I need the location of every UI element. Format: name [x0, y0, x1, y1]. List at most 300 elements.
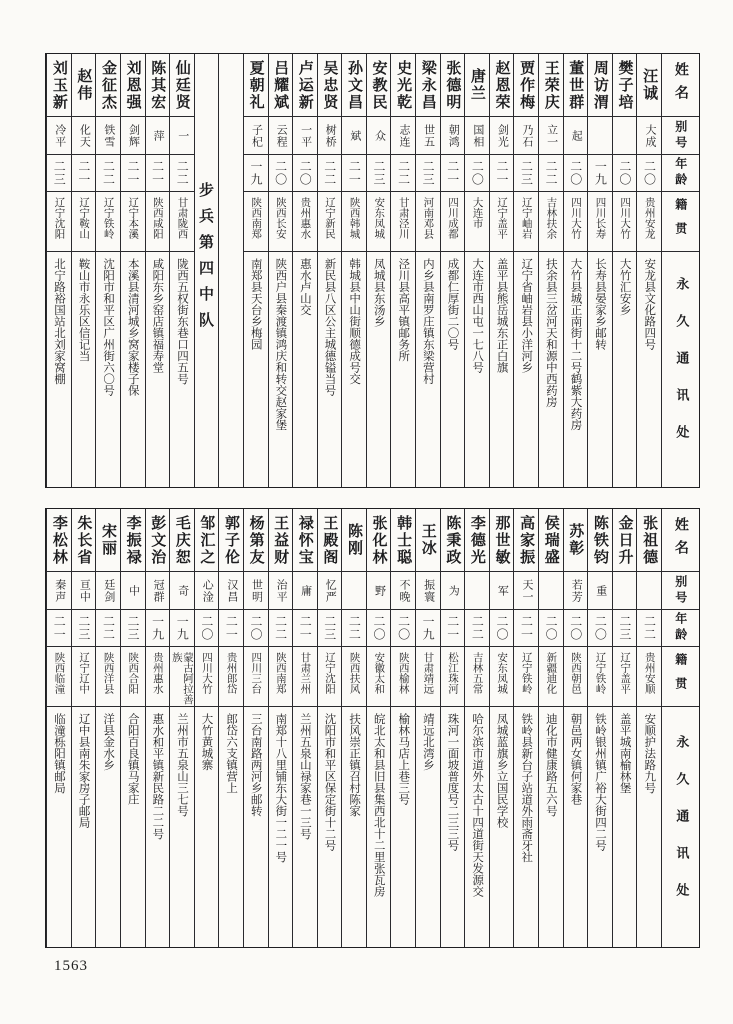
person-name: 夏朝礼	[247, 59, 266, 111]
person-alias: 秦声	[47, 571, 71, 609]
person-address: 靖远北湾乡	[416, 706, 440, 947]
person-name: 赵伟	[75, 68, 94, 102]
person-alias: 重	[588, 571, 612, 609]
person-origin: 蒙古阿拉善族	[170, 646, 194, 706]
person-column	[292, 509, 317, 947]
person-alias: 冠群	[146, 571, 170, 609]
person-origin: 陕西南郑	[269, 646, 293, 706]
person-age: 二〇	[465, 154, 489, 191]
person-name: 宋丽	[100, 523, 119, 557]
person-column	[46, 54, 71, 487]
person-name: 周访渭	[591, 59, 610, 111]
page-number: 1563	[54, 958, 88, 974]
person-alias: 志连	[391, 116, 415, 154]
person-age: 一九	[244, 154, 268, 191]
person-alias: 朝鸿	[441, 116, 465, 154]
person-alias: 剑辉	[121, 116, 145, 154]
person-alias: 大成	[637, 116, 661, 154]
person-age: 二〇	[244, 609, 268, 646]
person-column	[145, 509, 170, 947]
person-age: 二三	[318, 609, 342, 646]
person-origin: 甘肃陇西	[170, 191, 194, 251]
person-age: 一九	[588, 154, 612, 191]
person-origin: 辽宁岫岩	[514, 191, 538, 251]
person-name: 郭子伦	[222, 514, 241, 566]
person-column	[636, 54, 661, 487]
person-origin: 四川大竹	[613, 191, 637, 251]
person-alias: 铁雪	[96, 116, 120, 154]
person-name: 王冰	[419, 523, 438, 557]
person-address: 朝邑两女镇何家巷	[564, 706, 588, 947]
person-age: 二三	[416, 154, 440, 191]
person-address: 铁岭县新台子站道外雨斋牙社	[514, 706, 538, 947]
person-address: 皖北太和县旧县集西北十二里张瓦房	[367, 706, 391, 947]
person-age: 二〇	[564, 609, 588, 646]
person-name: 吴忠贤	[321, 59, 340, 111]
person-alias: 治平	[269, 571, 293, 609]
person-address: 安龙县文化路四号	[637, 251, 661, 487]
person-age: 二二	[342, 609, 366, 646]
person-alias: 冷平	[47, 116, 71, 154]
person-column	[563, 54, 588, 487]
person-age: 二三	[121, 609, 145, 646]
person-address: 南郑县天台乡梅园	[244, 251, 268, 487]
person-alias	[637, 571, 661, 609]
person-origin: 陕西南郑	[244, 191, 268, 251]
person-name: 毛庆恕	[173, 514, 192, 566]
person-address: 辽中县南朱家房子邮局	[72, 706, 96, 947]
person-name: 李松林	[50, 514, 69, 566]
person-age: 二一	[47, 609, 71, 646]
person-address: 内乡县南罗庄镇东梁营村	[416, 251, 440, 487]
person-age: 二〇	[564, 154, 588, 191]
person-address: 北宁路裕国站北刘家窝棚	[47, 251, 71, 487]
person-column	[513, 54, 538, 487]
person-name: 史光乾	[395, 59, 414, 111]
person-column	[415, 509, 440, 947]
person-alias: 斌	[342, 116, 366, 154]
roster-table-top	[45, 53, 700, 488]
section-divider-spacer	[218, 54, 243, 487]
person-age: 二〇	[637, 154, 661, 191]
person-address: 兰州市五泉山三七号	[170, 706, 194, 947]
person-column	[464, 54, 489, 487]
person-age: 二〇	[269, 154, 293, 191]
person-age: 二一	[441, 609, 465, 646]
person-age: 二二	[269, 609, 293, 646]
person-origin: 陕西长安	[269, 191, 293, 251]
person-age: 二三	[47, 154, 71, 191]
person-address: 惠水和平镇新民路二二号	[146, 706, 170, 947]
person-age: 二二	[637, 609, 661, 646]
person-origin: 四川大竹	[195, 646, 219, 706]
person-name: 王荣庆	[542, 59, 561, 111]
header-origin: 籍贯	[662, 191, 699, 251]
person-column	[366, 509, 391, 947]
person-alias: 世五	[416, 116, 440, 154]
person-address: 盖平城南榆林堡	[613, 706, 637, 947]
person-column	[71, 54, 96, 487]
person-origin: 安徽太和	[367, 646, 391, 706]
person-name: 彭文治	[149, 514, 168, 566]
person-alias: 云程	[269, 116, 293, 154]
person-column	[46, 509, 71, 947]
person-age: 二二	[391, 154, 415, 191]
person-name: 陈铁钧	[591, 514, 610, 566]
person-origin: 辽宁新民	[318, 191, 342, 251]
person-column	[341, 54, 366, 487]
person-column	[120, 509, 145, 947]
person-origin: 四川长寿	[588, 191, 612, 251]
person-origin: 辽宁沈阳	[47, 191, 71, 251]
person-age: 二三	[514, 154, 538, 191]
header-column	[661, 54, 699, 487]
person-alias: 世明	[244, 571, 268, 609]
section-unit-label: 步兵第四中队	[197, 182, 216, 338]
person-age: 二二	[170, 154, 194, 191]
person-origin: 安东凤城	[367, 191, 391, 251]
person-age: 二〇	[613, 154, 637, 191]
person-column	[95, 509, 120, 947]
person-address: 本溪县清河城乡窝家楼子保	[121, 251, 145, 487]
person-alias: 中	[121, 571, 145, 609]
person-column	[169, 54, 194, 487]
header-address: 永久通讯处	[662, 251, 699, 487]
person-alias: 一平	[293, 116, 317, 154]
person-column	[366, 54, 391, 487]
person-alias: 若芳	[564, 571, 588, 609]
person-origin: 贵州惠水	[146, 646, 170, 706]
header-alias: 别号	[662, 571, 699, 609]
person-origin: 陕西咸阳	[146, 191, 170, 251]
person-age: 二一	[121, 154, 145, 191]
person-name: 张德明	[444, 59, 463, 111]
person-age: 二二	[96, 609, 120, 646]
person-name: 仙廷贤	[173, 59, 192, 111]
person-column	[120, 54, 145, 487]
person-column	[538, 54, 563, 487]
person-alias: 一	[170, 116, 194, 154]
person-column	[563, 509, 588, 947]
person-name: 吕耀斌	[272, 59, 291, 111]
person-name: 苏彰	[567, 523, 586, 557]
person-origin: 贵州惠水	[293, 191, 317, 251]
person-column	[317, 54, 342, 487]
person-age: 二〇	[391, 609, 415, 646]
person-name: 王殿阁	[321, 514, 340, 566]
person-column	[587, 509, 612, 947]
person-alias: 天一	[514, 571, 538, 609]
person-alias: 树桥	[318, 116, 342, 154]
person-column	[268, 54, 293, 487]
person-name: 那世敏	[493, 514, 512, 566]
person-age: 二〇	[588, 609, 612, 646]
header-age: 年龄	[662, 609, 699, 646]
person-column	[538, 509, 563, 947]
person-name: 贾作梅	[518, 59, 537, 111]
person-age: 二三	[367, 154, 391, 191]
person-alias	[465, 571, 489, 609]
person-age: 二〇	[490, 609, 514, 646]
person-origin: 松江珠河	[441, 646, 465, 706]
person-name: 樊子培	[616, 59, 635, 111]
person-alias: 军	[490, 571, 514, 609]
person-address: 铁岭银州镇广裕大街四二号	[588, 706, 612, 947]
person-address: 陇西五权街东巷口四五号	[170, 251, 194, 487]
person-address: 长寿县晏家乡邮转	[588, 251, 612, 487]
person-column	[390, 509, 415, 947]
person-age: 二二	[96, 154, 120, 191]
person-column	[71, 509, 96, 947]
person-origin: 陕西临潼	[47, 646, 71, 706]
person-address: 迪化市健康路五六号	[539, 706, 563, 947]
person-alias	[539, 571, 563, 609]
person-age: 二〇	[367, 609, 391, 646]
person-name: 邹汇之	[198, 514, 217, 566]
person-age: 二二	[318, 154, 342, 191]
person-name: 张祖德	[641, 514, 660, 566]
person-origin: 辽宁盖平	[613, 646, 637, 706]
person-origin: 四川三台	[244, 646, 268, 706]
person-origin: 四川成都	[441, 191, 465, 251]
person-column	[218, 509, 243, 947]
person-name: 孙文昌	[345, 59, 364, 111]
person-address: 兰州五泉山禄家巷一三号	[293, 706, 317, 947]
person-address: 鞍山市永乐区信记当	[72, 251, 96, 487]
person-origin: 辽宁辽中	[72, 646, 96, 706]
person-column	[194, 509, 219, 947]
person-age: 二〇	[539, 609, 563, 646]
person-address: 榆林马店上巷三号	[391, 706, 415, 947]
person-address: 哈尔滨市道外太古十四道街天发源交	[465, 706, 489, 947]
person-origin: 贵州郎岱	[219, 646, 243, 706]
person-alias: 庸	[293, 571, 317, 609]
person-column	[612, 509, 637, 947]
person-address: 辽宁省岫岩县小洋河乡	[514, 251, 538, 487]
person-address: 沈阳市和平区广州街六〇号	[96, 251, 120, 487]
person-name: 王益财	[272, 514, 291, 566]
person-alias: 乃石	[514, 116, 538, 154]
person-address: 成都仁厚街二〇号	[441, 251, 465, 487]
header-name: 姓名	[672, 62, 689, 108]
person-alias: 国相	[465, 116, 489, 154]
person-origin: 新疆迪化	[539, 646, 563, 706]
header-alias: 别号	[662, 116, 699, 154]
person-address: 临潼栎阳镇邮局	[47, 706, 71, 947]
person-name: 朱长省	[75, 514, 94, 566]
person-alias: 心淦	[195, 571, 219, 609]
person-column	[489, 54, 514, 487]
person-origin: 辽宁盖平	[490, 191, 514, 251]
person-address: 大竹黄城寨	[195, 706, 219, 947]
person-age: 二〇	[293, 154, 317, 191]
person-address: 盖平县熊岳城东正白旗	[490, 251, 514, 487]
person-origin: 河南邓县	[416, 191, 440, 251]
person-column	[440, 54, 465, 487]
person-age: 二三	[613, 609, 637, 646]
person-address: 大竹汇安乡	[613, 251, 637, 487]
person-address: 沈阳市和平区保定街十二号	[318, 706, 342, 947]
person-column	[513, 509, 538, 947]
person-column	[169, 509, 194, 947]
person-alias: 剑光	[490, 116, 514, 154]
person-origin: 陕西朝邑	[564, 646, 588, 706]
person-address: 陕西户县秦渡镇鸿庆和转交赵家堡	[269, 251, 293, 487]
person-name: 赵恩荣	[493, 59, 512, 111]
person-address: 洋县金水乡	[96, 706, 120, 947]
person-origin: 安东凤城	[490, 646, 514, 706]
person-alias: 立一	[539, 116, 563, 154]
person-name: 禄怀宝	[296, 514, 315, 566]
person-address: 泾川县高平镇邮务所	[391, 251, 415, 487]
person-address: 大连市西山屯一七八号	[465, 251, 489, 487]
person-column	[243, 509, 268, 947]
person-origin: 吉林五常	[465, 646, 489, 706]
person-name: 金日升	[616, 514, 635, 566]
person-origin: 陕西洋县	[96, 646, 120, 706]
person-name: 高家振	[518, 514, 537, 566]
person-age: 二一	[146, 154, 170, 191]
person-alias: 廷剑	[96, 571, 120, 609]
person-origin: 甘肃靖远	[416, 646, 440, 706]
person-age: 二一	[514, 609, 538, 646]
person-origin: 四川大竹	[564, 191, 588, 251]
person-alias	[613, 116, 637, 154]
person-column	[440, 509, 465, 947]
person-origin: 陕西韩城	[342, 191, 366, 251]
person-name: 安教民	[370, 59, 389, 111]
person-address: 大竹县城正南街十二号鹤紫大药房	[564, 251, 588, 487]
person-column	[292, 54, 317, 487]
person-name: 陈其宏	[149, 59, 168, 111]
person-address: 扶风崇正镇召村陈家	[342, 706, 366, 947]
person-origin: 贵州安龙	[637, 191, 661, 251]
person-origin: 大连市	[465, 191, 489, 251]
person-column	[243, 54, 268, 487]
person-age: 一九	[146, 609, 170, 646]
person-age: 二一	[441, 154, 465, 191]
person-column	[95, 54, 120, 487]
person-origin: 辽宁铁岭	[96, 191, 120, 251]
person-name: 韩士聪	[395, 514, 414, 566]
person-age: 二二	[539, 154, 563, 191]
person-name: 金征杰	[100, 59, 119, 111]
header-origin: 籍贯	[662, 646, 699, 706]
roster-table-bottom	[45, 508, 700, 948]
person-alias: 为	[441, 571, 465, 609]
person-name: 杨第友	[247, 514, 266, 566]
person-name: 陈刚	[345, 523, 364, 557]
person-alias: 汉昌	[219, 571, 243, 609]
person-alias: 化天	[72, 116, 96, 154]
person-alias	[342, 571, 366, 609]
person-alias	[588, 116, 612, 154]
person-address: 三台南路两河乡邮转	[244, 706, 268, 947]
header-address: 永久通讯处	[662, 706, 699, 947]
person-name: 唐兰	[468, 68, 487, 102]
person-address: 珠河一面坡普度号二三三号	[441, 706, 465, 947]
person-origin: 甘肃兰州	[293, 646, 317, 706]
person-address: 南郑十八里铺东大街一二一号	[269, 706, 293, 947]
person-address: 咸阳东乡窑店镇福寿堂	[146, 251, 170, 487]
person-address: 韩城县中山街顺德成号交	[342, 251, 366, 487]
person-column	[415, 54, 440, 487]
person-alias: 亘中	[72, 571, 96, 609]
person-origin: 陕西扶风	[342, 646, 366, 706]
person-age: 二一	[342, 154, 366, 191]
person-origin: 陕西榆林	[391, 646, 415, 706]
person-address: 新民县八区公主城德镒当号	[318, 251, 342, 487]
person-column	[464, 509, 489, 947]
person-column	[268, 509, 293, 947]
person-column	[390, 54, 415, 487]
person-name: 刘恩强	[124, 59, 143, 111]
person-origin: 辽宁铁岭	[588, 646, 612, 706]
person-address: 郎岱六支镇营上	[219, 706, 243, 947]
person-age: 一九	[170, 609, 194, 646]
person-age: 二一	[219, 609, 243, 646]
person-column	[145, 54, 170, 487]
person-address: 凤城蓝旗乡立国民学校	[490, 706, 514, 947]
person-alias	[613, 571, 637, 609]
person-name: 卢运新	[296, 59, 315, 111]
person-name: 陈秉政	[444, 514, 463, 566]
header-name: 姓名	[672, 517, 689, 563]
person-age: 二一	[293, 609, 317, 646]
person-origin: 陕西合阳	[121, 646, 145, 706]
section-divider-empty-cell	[219, 54, 243, 487]
person-alias: 野	[367, 571, 391, 609]
person-alias: 不晚	[391, 571, 415, 609]
person-name: 刘玉新	[50, 59, 69, 111]
section-divider	[194, 54, 219, 487]
person-alias: 振寰	[416, 571, 440, 609]
person-alias: 忆严	[318, 571, 342, 609]
person-origin: 甘肃泾川	[391, 191, 415, 251]
person-age: 二三	[72, 609, 96, 646]
person-age: 二〇	[195, 609, 219, 646]
person-origin: 吉林扶余	[539, 191, 563, 251]
person-name: 董世群	[567, 59, 586, 111]
person-column	[317, 509, 342, 947]
person-column	[636, 509, 661, 947]
person-origin: 辽宁鞍山	[72, 191, 96, 251]
person-age: 二一	[490, 154, 514, 191]
person-age: 二一	[72, 154, 96, 191]
person-address: 扶余县三岔河天和源中西药房	[539, 251, 563, 487]
person-name: 梁永昌	[419, 59, 438, 111]
person-origin: 辽宁本溪	[121, 191, 145, 251]
person-name: 汪诚	[641, 68, 660, 102]
person-origin: 辽宁铁岭	[514, 646, 538, 706]
person-column	[612, 54, 637, 487]
person-origin: 辽宁沈阳	[318, 646, 342, 706]
person-name: 张化林	[370, 514, 389, 566]
person-age: 一九	[416, 609, 440, 646]
person-name: 李德光	[468, 514, 487, 566]
person-alias: 奇	[170, 571, 194, 609]
person-alias: 子杞	[244, 116, 268, 154]
person-column	[587, 54, 612, 487]
person-alias: 众	[367, 116, 391, 154]
person-origin: 贵州安顺	[637, 646, 661, 706]
header-column	[661, 509, 699, 947]
person-alias: 萍	[146, 116, 170, 154]
person-alias: 起	[564, 116, 588, 154]
person-name: 侯瑞盛	[542, 514, 561, 566]
header-age: 年龄	[662, 154, 699, 191]
person-address: 安顺护法路九号	[637, 706, 661, 947]
